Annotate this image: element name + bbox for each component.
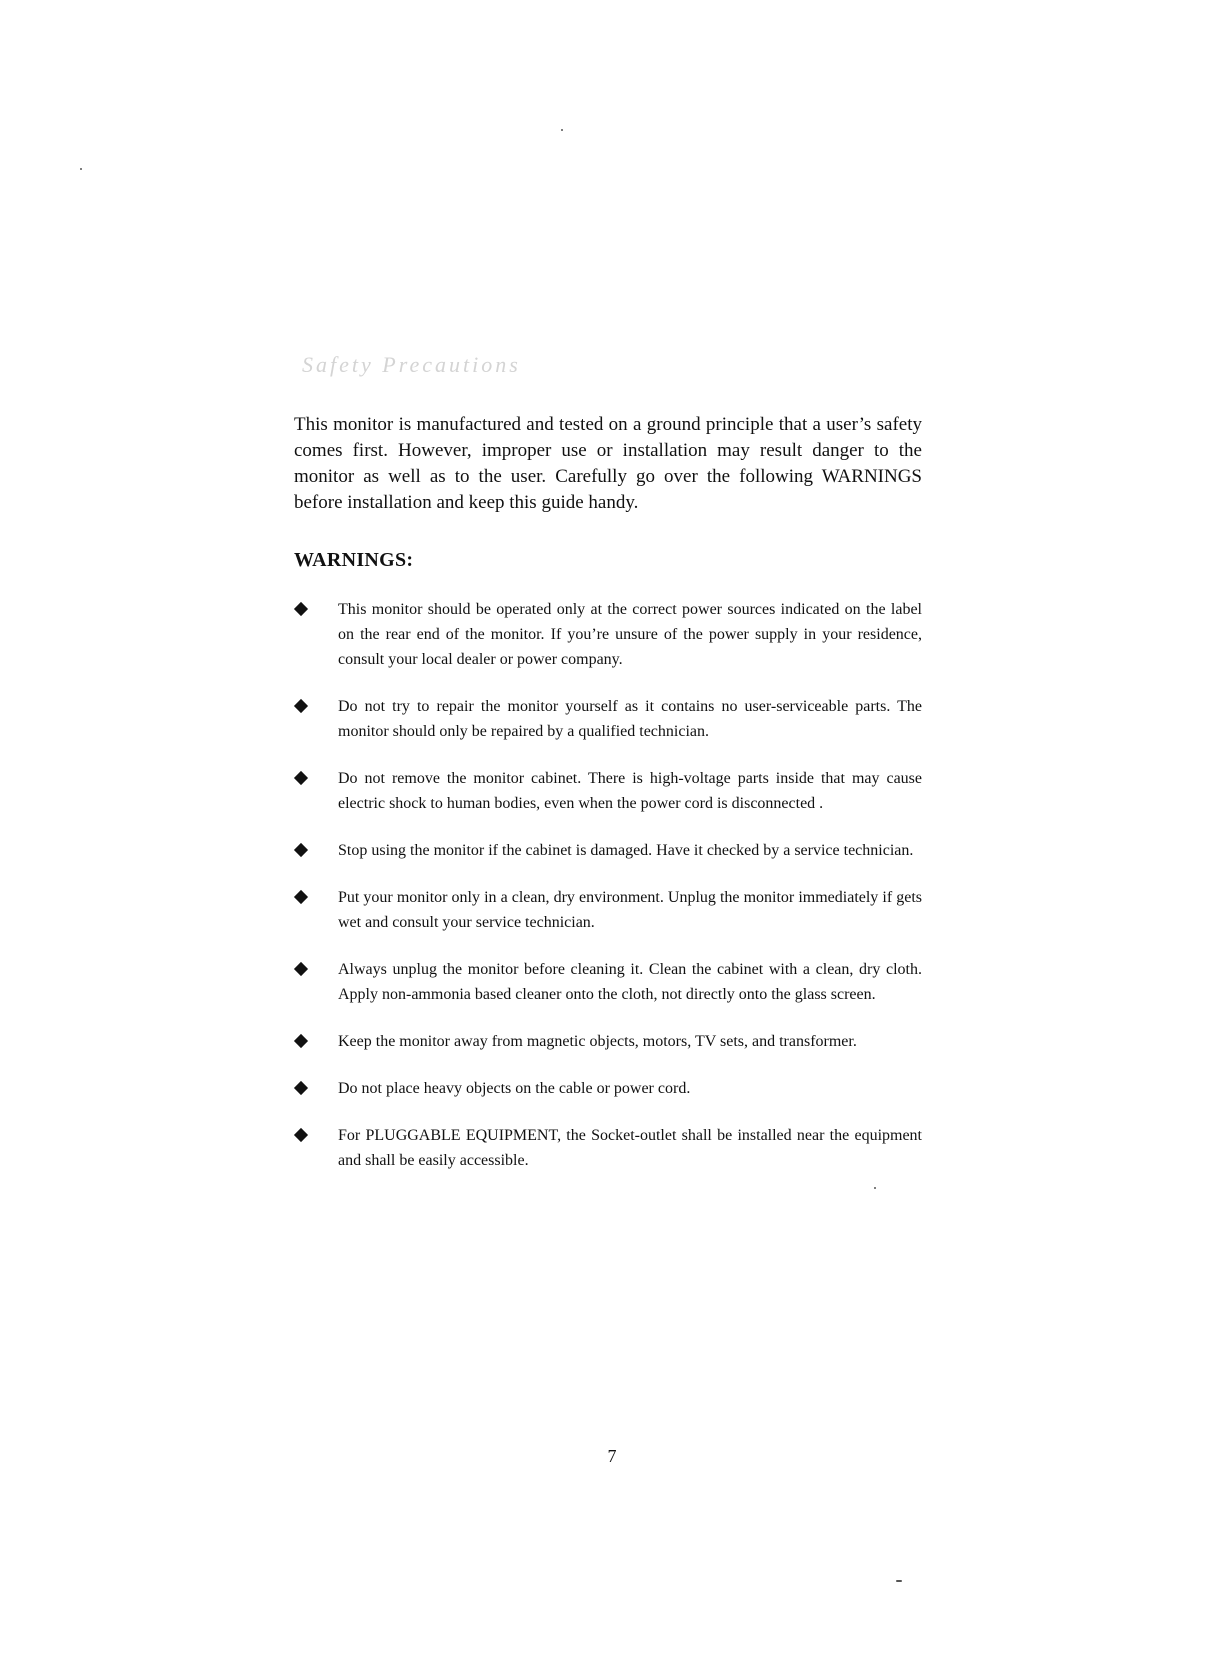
diamond-bullet-icon [294,1081,308,1095]
warning-text: Do not try to repair the monitor yourself as it contains no user-serviceable parts. The monitor should only be repaired by a qualified technician. [338,698,922,740]
warning-item [294,597,922,672]
warning-item [294,1029,922,1054]
warning-item [294,957,922,1007]
diamond-bullet-icon [294,771,308,785]
page-number: 7 [607,1446,617,1466]
warnings-heading: WARNINGS: [294,549,414,571]
warning-text: Always unplug the monitor before cleaning it. Clean the cabinet with a clean, dry cloth. Apply non-ammonia based cleaner onto the cloth, not directly onto the glass screen. [338,961,922,1003]
warning-item [294,766,922,816]
diamond-bullet-icon [294,962,308,976]
warning-item [294,885,922,935]
warning-text: For PLUGGABLE EQUIPMENT, the Socket-outlet shall be installed near the equipment and shall be easily accessible. [338,1127,922,1169]
diamond-bullet-icon [294,1128,308,1142]
scan-speck [80,168,82,170]
warning-text: Keep the monitor away from magnetic objects, motors, TV sets, and transformer. [338,1033,857,1050]
intro-paragraph: This monitor is manufactured and tested on a ground principle that a user’s safety comes first. However, improper use or installation may result danger to the monitor as well as to the user. Carefully go over the following WARNINGS before installation and keep this guide handy. [294,414,922,513]
scan-speck [561,129,563,131]
diamond-bullet-icon [294,843,308,857]
faded-section-title: Safety Precautions [302,352,521,377]
warning-text: This monitor should be operated only at the correct power sources indicated on the label on the rear end of the monitor. If you’re unsure of the power supply in your residence, consult your local dealer or power company. [338,601,922,668]
scan-speck [874,1187,876,1189]
diamond-bullet-icon [294,890,308,904]
warning-item [294,694,922,744]
warning-item [294,1076,922,1101]
diamond-bullet-icon [294,1034,308,1048]
warning-text: Put your monitor only in a clean, dry environment. Unplug the monitor immediately if gets wet and consult your service technician. [338,889,922,931]
warnings-list [294,597,922,1195]
warning-item [294,1123,922,1173]
warning-text: Stop using the monitor if the cabinet is damaged. Have it checked by a service technician. [338,842,914,859]
scan-speck [896,1580,902,1582]
warning-text: Do not remove the monitor cabinet. There is high-voltage parts inside that may cause electric shock to human bodies, even when the power cord is disconnected . [338,770,922,812]
diamond-bullet-icon [294,699,308,713]
warning-item [294,838,922,863]
diamond-bullet-icon [294,602,308,616]
warning-text: Do not place heavy objects on the cable or power cord. [338,1080,691,1097]
